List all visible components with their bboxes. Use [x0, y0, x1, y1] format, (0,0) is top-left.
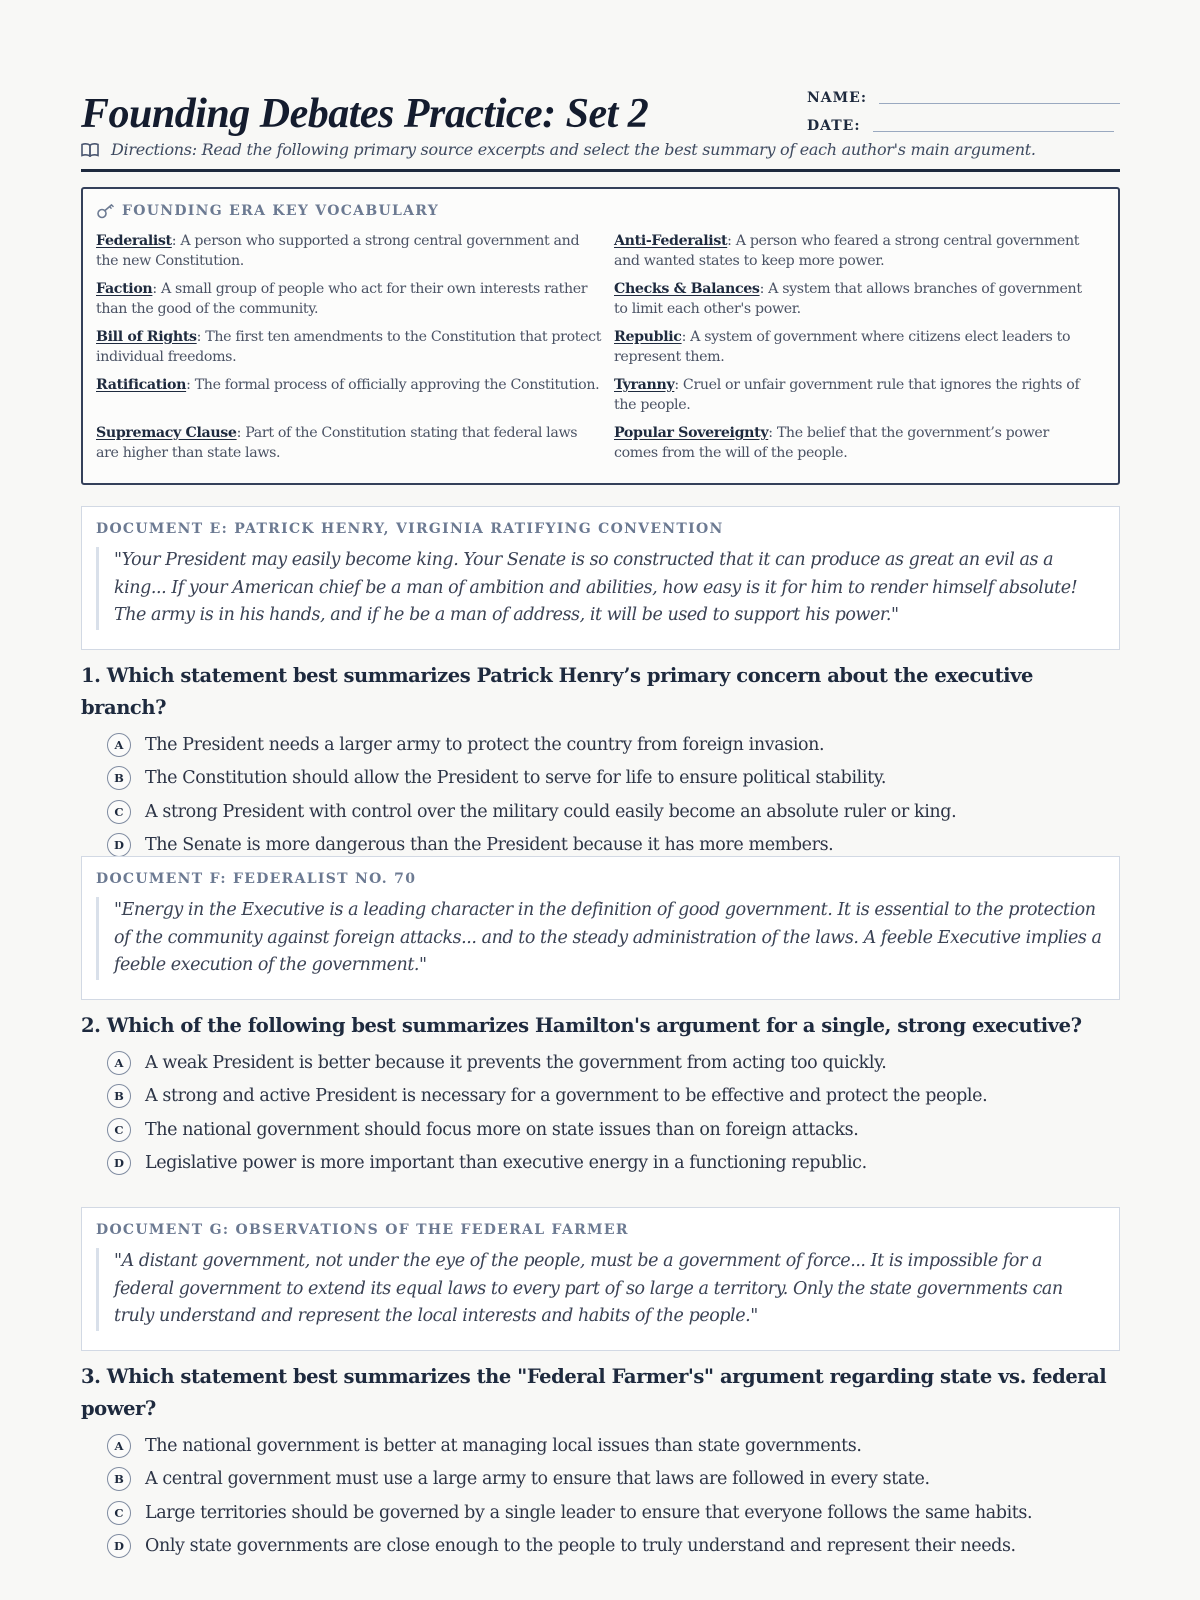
question-2	[81, 1010, 1120, 1180]
answer-bubble[interactable]: C	[107, 800, 131, 824]
option-b[interactable]	[107, 762, 1120, 796]
option-text: The national government should focus more on state issues than on foreign attacks.	[145, 1119, 859, 1140]
answer-bubble[interactable]: B	[107, 766, 131, 790]
worksheet-header	[81, 0, 1120, 172]
answer-options	[81, 1046, 1120, 1180]
key-icon	[96, 203, 116, 219]
vocab-term: Republic	[614, 329, 682, 345]
document-g	[81, 1207, 1120, 1351]
vocab-term: Faction	[96, 281, 153, 297]
vocab-term: Supremacy Clause	[96, 425, 237, 441]
vocabulary-box	[81, 187, 1120, 485]
name-label: NAME:	[807, 90, 867, 106]
worksheet-page	[81, 0, 1120, 1557]
answer-bubble[interactable]: D	[107, 833, 131, 857]
option-b[interactable]	[107, 1463, 1120, 1497]
vocab-definition: : Part of the Constitution stating that federal laws are higher than state laws.	[96, 425, 578, 461]
answer-bubble[interactable]: D	[107, 1534, 131, 1558]
date-label: DATE:	[807, 118, 861, 134]
vocab-item-faction	[96, 279, 614, 319]
document-quote: "Energy in the Executive is a leading character in the definition of good government. It is essential to the protection of the community against foreign attacks... and to the steady administration of the laws. A feeble Executive implies a feeble execution of the government."	[96, 897, 1105, 980]
vocab-term: Popular Sovereignty	[614, 425, 769, 441]
vocab-item-supremacy-clause	[96, 423, 614, 463]
vocab-term: Federalist	[96, 233, 172, 249]
vocab-definition: : A person who feared a strong central government and wanted states to keep more power.	[614, 233, 1080, 269]
document-e	[81, 506, 1120, 650]
vocab-item-bill-of-rights	[96, 327, 614, 367]
vocab-item-ratification	[96, 375, 614, 415]
question-text: 3. Which statement best summarizes the "Federal Farmer's" argument regarding state vs. federal power?	[81, 1365, 1107, 1420]
header-divider	[81, 169, 1120, 172]
answer-bubble[interactable]: C	[107, 1118, 131, 1142]
answer-bubble[interactable]: A	[107, 1051, 131, 1075]
vocab-term: Ratification	[96, 377, 187, 393]
name-row	[807, 82, 1120, 106]
vocab-definition: : The first ten amendments to the Constitution that protect individual freedoms.	[96, 329, 602, 365]
option-text: Legislative power is more important than executive energy in a functioning republic.	[145, 1153, 867, 1174]
option-text: A weak President is better because it prevents the government from acting too quickly.	[145, 1052, 887, 1073]
vocab-definition: : A system of government where citizens elect leaders to represent them.	[614, 329, 1071, 365]
name-field[interactable]	[879, 88, 1120, 104]
answer-options	[81, 1429, 1120, 1563]
vocab-definition: : The belief that the government’s power comes from the will of the people.	[614, 425, 1049, 461]
option-text: The Constitution should allow the President to serve for life to ensure political stability.	[145, 768, 887, 789]
vocab-definition: : A system that allows branches of government to limit each other's power.	[614, 281, 1082, 317]
option-d[interactable]	[107, 1530, 1120, 1564]
option-text: Large territories should be governed by a single leader to ensure that everyone follows the same habits.	[145, 1502, 1033, 1523]
vocabulary-heading	[96, 203, 1106, 219]
document-label: DOCUMENT G: OBSERVATIONS OF THE FEDERAL FARMER	[96, 1222, 629, 1238]
document-label: DOCUMENT E: PATRICK HENRY, VIRGINIA RATIFYING CONVENTION	[96, 521, 724, 537]
vocabulary-heading-text: FOUNDING ERA KEY VOCABULARY	[122, 203, 440, 219]
date-row	[807, 110, 1120, 134]
option-c[interactable]	[107, 1496, 1120, 1530]
vocab-term: Bill of Rights	[96, 329, 197, 345]
vocab-term: Tyranny	[614, 377, 675, 393]
vocab-item-federalist	[96, 231, 614, 271]
question-text: 1. Which statement best summarizes Patrick Henry’s primary concern about the executive branch?	[81, 664, 1033, 719]
vocab-definition: : A person who supported a strong central government and the new Constitution.	[96, 233, 580, 269]
question-3	[81, 1361, 1120, 1563]
document-quote: "Your President may easily become king. Your Senate is so constructed that it can produce as great an evil as a king... If your American chief be a man of ambition and abilities, how easy is it for him to render himself absolute! The army is in his hands, and if he be a man of address, it will be used to support his power."	[96, 547, 1105, 630]
name-date-block	[807, 82, 1120, 138]
option-a[interactable]	[107, 1046, 1120, 1080]
answer-bubble[interactable]: B	[107, 1467, 131, 1491]
option-text: The national government is better at managing local issues than state governments.	[145, 1435, 862, 1456]
vocab-item-republic	[614, 327, 1104, 367]
document-quote: "A distant government, not under the eye of the people, must be a government of force... It is impossible for a federal government to extend its equal laws to every part of so large a territory. Only the state governments can truly understand and represent the local interests and habits of the people."	[96, 1248, 1105, 1331]
answer-bubble[interactable]: A	[107, 1434, 131, 1458]
question-text: 2. Which of the following best summarizes Hamilton's argument for a single, strong executive?	[81, 1014, 1082, 1037]
vocabulary-grid	[96, 231, 1106, 471]
document-label: DOCUMENT F: FEDERALIST NO. 70	[96, 871, 417, 887]
option-d[interactable]	[107, 1147, 1120, 1181]
option-text: A central government must use a large army to ensure that laws are followed in every state.	[145, 1469, 930, 1490]
question-1	[81, 660, 1120, 862]
directions-text: Directions: Read the following primary source excerpts and select the best summary of each author's main argument.	[111, 140, 1036, 159]
option-c[interactable]	[107, 795, 1120, 829]
vocab-item-tyranny	[614, 375, 1104, 415]
option-text: A strong and active President is necessary for a government to be effective and protect the people.	[145, 1086, 988, 1107]
vocab-item-popular-sovereignty	[614, 423, 1104, 463]
option-text: The President needs a larger army to protect the country from foreign invasion.	[145, 734, 825, 755]
directions	[81, 140, 1036, 159]
option-a[interactable]	[107, 728, 1120, 762]
vocab-item-checks-balances	[614, 279, 1104, 319]
book-open-icon	[81, 143, 99, 157]
vocab-definition: : The formal process of officially approving the Constitution.	[186, 377, 600, 393]
vocab-definition: : Cruel or unfair government rule that ignores the rights of the people.	[614, 377, 1080, 413]
option-a[interactable]	[107, 1429, 1120, 1463]
answer-bubble[interactable]: C	[107, 1501, 131, 1525]
answer-bubble[interactable]: B	[107, 1084, 131, 1108]
vocab-item-anti-federalist	[614, 231, 1104, 271]
page-title: Founding Debates Practice: Set 2	[81, 91, 649, 137]
vocab-definition: : A small group of people who act for their own interests rather than the good of the community.	[96, 281, 588, 317]
answer-options	[81, 728, 1120, 862]
option-text: Only state governments are close enough to the people to truly understand and represent their needs.	[145, 1536, 1016, 1557]
answer-bubble[interactable]: A	[107, 733, 131, 757]
vocab-term: Checks & Balances	[614, 281, 760, 297]
answer-bubble[interactable]: D	[107, 1151, 131, 1175]
option-text: The Senate is more dangerous than the President because it has more members.	[145, 835, 834, 856]
vocab-term: Anti-Federalist	[614, 233, 728, 249]
date-field[interactable]	[873, 116, 1114, 132]
option-text: A strong President with control over the military could easily become an absolute ruler or king.	[145, 801, 957, 822]
option-c[interactable]	[107, 1113, 1120, 1147]
document-f	[81, 856, 1120, 1000]
option-b[interactable]	[107, 1080, 1120, 1114]
